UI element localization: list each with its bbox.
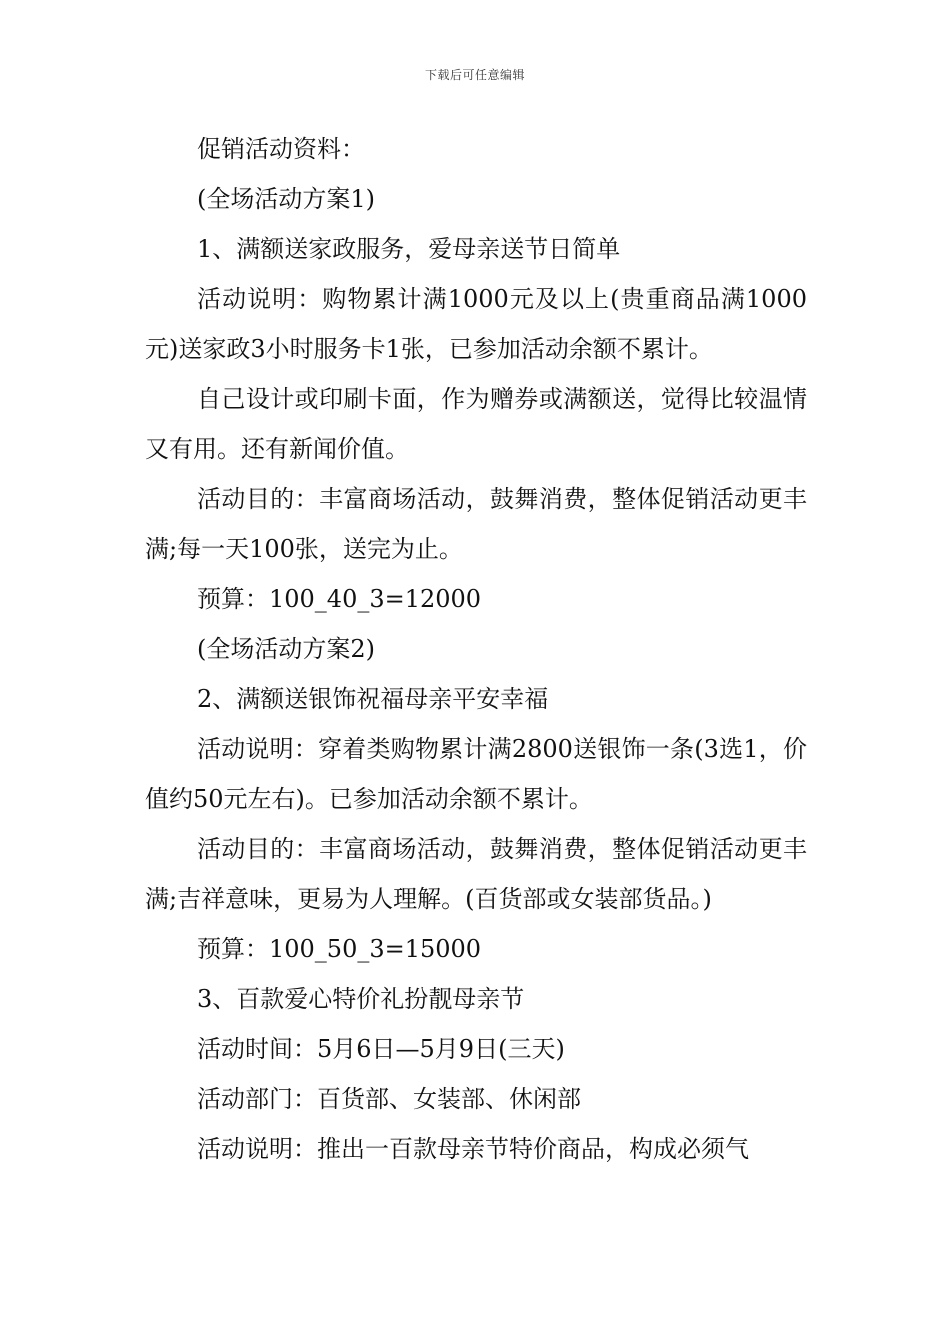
card-design-note: 自己设计或印刷卡面，作为赠券或满额送，觉得比较温情又有用。还有新闻价值。 <box>145 385 807 463</box>
activity-departments: 活动部门：百货部、女装部、休闲部 <box>197 1085 581 1113</box>
download-note: 下载后可任意编辑 <box>424 68 525 82</box>
activity-title-1: 1、满额送家政服务，爱母亲送节日简单 <box>197 235 621 263</box>
document-body <box>145 124 807 1174</box>
activity-description-1: 活动说明：购物累计满1000元及以上(贵重商品满1000元)送家政3小时服务卡1张，已参加活动余额不累计。 <box>145 285 807 363</box>
activity-goal-1: 活动目的：丰富商场活动，鼓舞消费，整体促销活动更丰满;每一天100张，送完为止。 <box>145 485 807 563</box>
section-heading: 促销活动资料： <box>197 135 365 163</box>
activity-description-3: 活动说明：推出一百款母亲节特价商品，构成必须气 <box>197 1135 749 1163</box>
activity-title-2: 2、满额送银饰祝福母亲平安幸福 <box>197 685 549 713</box>
activity-title-3: 3、百款爱心特价礼扮靓母亲节 <box>197 985 525 1013</box>
activity-time: 活动时间：5月6日—5月9日(三天) <box>197 1035 565 1063</box>
activity-goal-2: 活动目的：丰富商场活动，鼓舞消费，整体促销活动更丰满;吉祥意味，更易为人理解。(百货部或女装部货品。) <box>145 835 807 913</box>
plan-label-2: (全场活动方案2) <box>197 635 375 663</box>
budget-1: 预算：100_40_3=12000 <box>197 585 482 613</box>
activity-description-2: 活动说明：穿着类购物累计满2800送银饰一条(3选1，价值约50元左右)。已参加活动余额不累计。 <box>145 735 807 813</box>
plan-label-1: (全场活动方案1) <box>197 185 375 213</box>
budget-2: 预算：100_50_3=15000 <box>197 935 482 963</box>
